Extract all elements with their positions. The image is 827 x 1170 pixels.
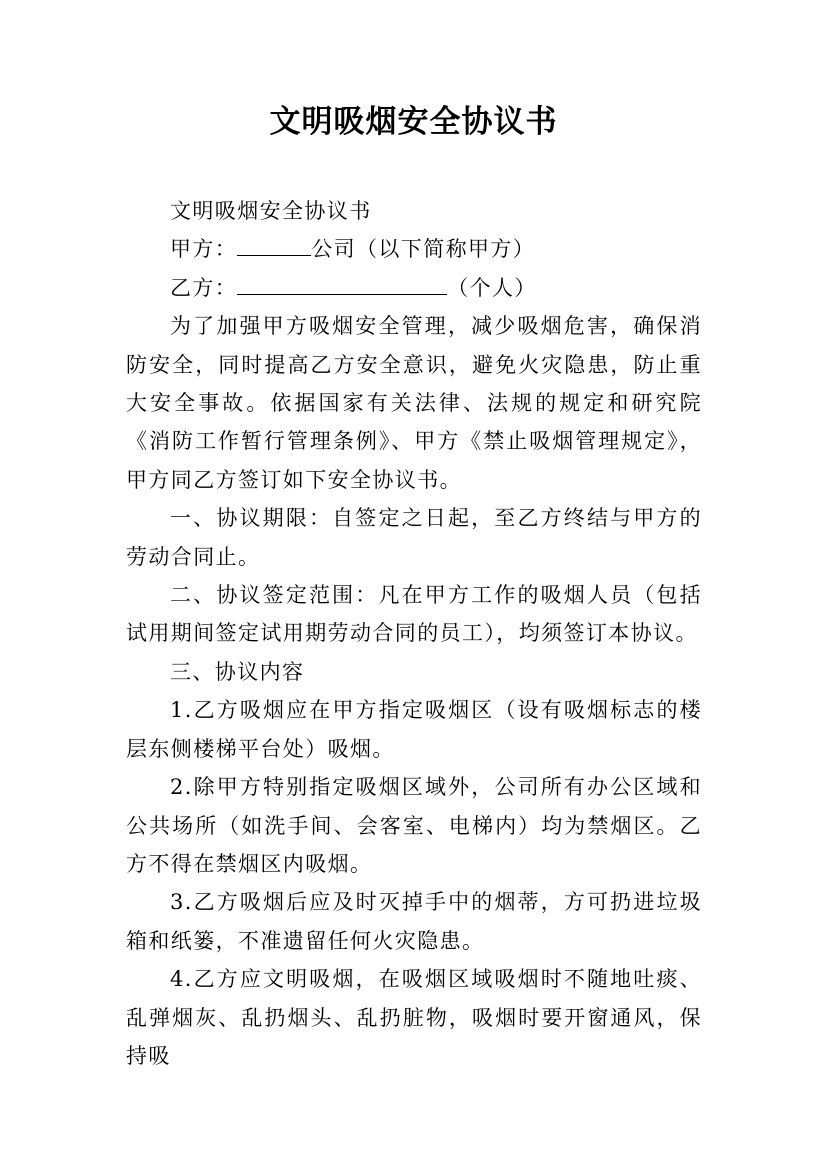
content-item-3: 3.乙方吸烟后应及时灭掉手中的烟蒂，方可扔进垃圾箱和纸篓，不准遗留任何火灾隐患。 bbox=[126, 890, 702, 953]
scope-paragraph: 二、协议签定范围：凡在甲方工作的吸烟人员（包括试用期间签定试用期劳动合同的员工），均须签订本协议。 bbox=[126, 583, 702, 646]
content-item-4: 4.乙方应文明吸烟，在吸烟区域吸烟时不随地吐痰、乱弹烟灰、乱扔烟头、乱扔脏物，吸烟时要开窗通风，保持吸 bbox=[126, 967, 702, 1068]
document-body bbox=[126, 192, 702, 1075]
subtitle-line: 文明吸烟安全协议书 bbox=[170, 199, 372, 223]
party-a-line bbox=[126, 230, 702, 268]
party-a-blank bbox=[237, 231, 311, 256]
intro-paragraph: 为了加强甲方吸烟安全管理，减少吸烟危害，确保消防安全，同时提高乙方安全意识，避免火灾隐患，防止重大安全事故。依据国家有关法律、法规的规定和研究院《消防工作暂行管理条例》、甲方《禁止吸烟管理规定》，甲方同乙方签订如下安全协议书。 bbox=[126, 314, 702, 492]
party-b-line bbox=[126, 269, 702, 307]
party-a-label: 甲方： bbox=[170, 237, 238, 262]
document-title: 文明吸烟安全协议书 bbox=[269, 104, 558, 140]
party-b-suffix: （个人） bbox=[447, 275, 537, 300]
content-item-2: 2.除甲方特别指定吸烟区域外，公司所有办公区域和公共场所（如洗手间、会客室、电梯内）均为禁烟区。乙方不得在禁烟区内吸烟。 bbox=[126, 775, 702, 876]
party-b-blank bbox=[237, 270, 447, 295]
party-a-suffix: 公司（以下简称甲方） bbox=[311, 237, 536, 262]
term-paragraph: 一、协议期限：自签定之日起，至乙方终结与甲方的劳动合同止。 bbox=[126, 506, 702, 569]
content-item-1: 1.乙方吸烟应在甲方指定吸烟区（设有吸烟标志的楼层东侧楼梯平台处）吸烟。 bbox=[126, 698, 702, 761]
content-heading: 三、协议内容 bbox=[170, 659, 305, 684]
party-b-label: 乙方： bbox=[170, 275, 238, 300]
